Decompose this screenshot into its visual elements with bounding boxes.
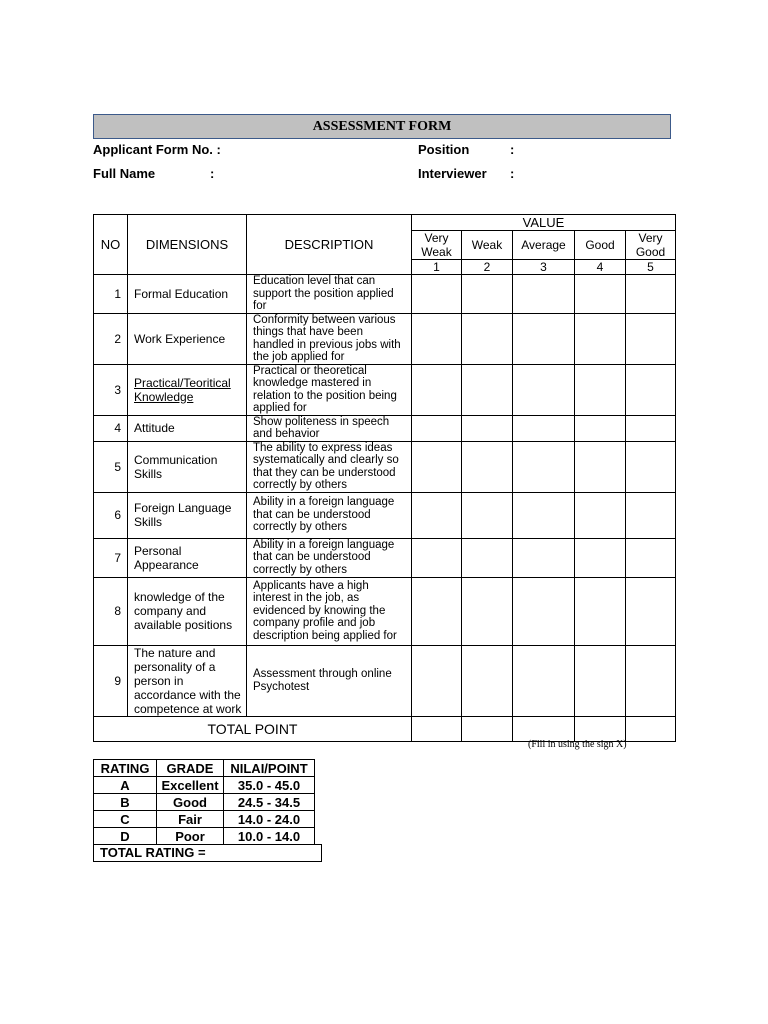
rating-points: 35.0 - 45.0: [224, 777, 315, 794]
rating-header-row: [94, 760, 315, 777]
score-cell[interactable]: [462, 492, 513, 538]
row-dimension: knowledge of the company and available positions: [128, 577, 247, 645]
rating-letter: B: [94, 794, 157, 811]
row-dimension: Attitude: [128, 415, 247, 441]
rating-grade: Fair: [157, 811, 224, 828]
score-cell[interactable]: [575, 441, 626, 492]
header-scale-4: 4: [575, 260, 626, 275]
full-name-colon: :: [210, 166, 215, 181]
table-row: [94, 364, 676, 415]
score-cell[interactable]: [462, 645, 513, 716]
table-row: [94, 415, 676, 441]
rating-points: 10.0 - 14.0: [224, 828, 315, 845]
score-cell[interactable]: [412, 577, 462, 645]
rating-letter: C: [94, 811, 157, 828]
rating-row: [94, 811, 315, 828]
score-cell[interactable]: [513, 577, 575, 645]
position-colon: :: [510, 142, 515, 157]
form-title: ASSESSMENT FORM: [93, 114, 671, 139]
rating-table: [93, 759, 315, 845]
header-very-good: Very Good: [626, 231, 676, 260]
score-cell[interactable]: [462, 313, 513, 364]
score-cell[interactable]: [575, 313, 626, 364]
header-no: NO: [94, 215, 128, 275]
rating-grade: Excellent: [157, 777, 224, 794]
rating-grade: Good: [157, 794, 224, 811]
header-value: VALUE: [412, 215, 676, 231]
score-cell[interactable]: [575, 492, 626, 538]
score-cell[interactable]: [626, 577, 676, 645]
table-row: [94, 492, 676, 538]
row-no: 9: [94, 645, 128, 716]
score-cell[interactable]: [513, 441, 575, 492]
header-dimensions: DIMENSIONS: [128, 215, 247, 275]
rating-grade: Poor: [157, 828, 224, 845]
header-good: Good: [575, 231, 626, 260]
row-no: 6: [94, 492, 128, 538]
score-cell[interactable]: [626, 492, 676, 538]
row-no: 5: [94, 441, 128, 492]
total-point-label: TOTAL POINT: [94, 716, 412, 741]
score-cell[interactable]: [513, 645, 575, 716]
row-description: The ability to express ideas systematically and clearly so that they can be understood correctly by others: [247, 441, 412, 492]
score-cell[interactable]: [626, 313, 676, 364]
score-cell[interactable]: [513, 364, 575, 415]
point-header: NILAI/POINT: [224, 760, 315, 777]
score-cell[interactable]: [575, 577, 626, 645]
header-average: Average: [513, 231, 575, 260]
score-cell[interactable]: [412, 364, 462, 415]
score-cell[interactable]: [412, 538, 462, 577]
rating-header: RATING: [94, 760, 157, 777]
total-rating-field[interactable]: TOTAL RATING =: [93, 844, 322, 862]
score-cell[interactable]: [462, 441, 513, 492]
interviewer-label: Interviewer: [418, 166, 487, 181]
header-scale-3: 3: [513, 260, 575, 275]
row-dimension: Personal Appearance: [128, 538, 247, 577]
rating-points: 14.0 - 24.0: [224, 811, 315, 828]
row-no: 2: [94, 313, 128, 364]
score-cell[interactable]: [412, 645, 462, 716]
rating-letter: A: [94, 777, 157, 794]
position-label: Position: [418, 142, 470, 157]
row-dimension-text: Practical/Teoritical Knowledge: [134, 375, 231, 404]
rating-letter: D: [94, 828, 157, 845]
fill-note: (Fill in using the sign X): [528, 739, 627, 750]
table-row: [94, 313, 676, 364]
score-cell[interactable]: [513, 492, 575, 538]
score-cell[interactable]: [412, 313, 462, 364]
table-row: [94, 275, 676, 314]
score-cell[interactable]: [462, 364, 513, 415]
score-cell[interactable]: [412, 275, 462, 314]
row-description: Applicants have a high interest in the job, as evidenced by knowing the company profile and job description being applied for: [247, 577, 412, 645]
score-cell[interactable]: [575, 415, 626, 441]
header-scale-1: 1: [412, 260, 462, 275]
row-description: Show politeness in speech and behavior: [247, 415, 412, 441]
table-row: [94, 577, 676, 645]
total-cell[interactable]: [412, 716, 462, 741]
score-cell[interactable]: [626, 645, 676, 716]
score-cell[interactable]: [575, 645, 626, 716]
score-cell[interactable]: [626, 364, 676, 415]
score-cell[interactable]: [575, 538, 626, 577]
assessment-table: [93, 214, 676, 742]
rating-row: [94, 794, 315, 811]
score-cell[interactable]: [626, 538, 676, 577]
applicant-form-no-label: Applicant Form No. :: [93, 142, 221, 157]
header-scale-2: 2: [462, 260, 513, 275]
rating-row: [94, 828, 315, 845]
full-name-label: Full Name: [93, 166, 156, 181]
row-no: 1: [94, 275, 128, 314]
header-scale-5: 5: [626, 260, 676, 275]
score-cell[interactable]: [412, 415, 462, 441]
score-cell[interactable]: [462, 538, 513, 577]
table-row: [94, 441, 676, 492]
score-cell[interactable]: [513, 313, 575, 364]
score-cell[interactable]: [513, 415, 575, 441]
table-row: [94, 538, 676, 577]
score-cell[interactable]: [462, 275, 513, 314]
row-dimension: Formal Education: [128, 275, 247, 314]
row-description: Practical or theoretical knowledge mastered in relation to the position being applied for: [247, 364, 412, 415]
header-weak: Weak: [462, 231, 513, 260]
score-cell[interactable]: [412, 441, 462, 492]
header-description: DESCRIPTION: [247, 215, 412, 275]
score-cell[interactable]: [626, 415, 676, 441]
grade-header: GRADE: [157, 760, 224, 777]
score-cell[interactable]: [513, 275, 575, 314]
header-very-weak: Very Weak: [412, 231, 462, 260]
score-cell[interactable]: [626, 275, 676, 314]
total-cell[interactable]: [513, 716, 575, 741]
row-description: Ability in a foreign language that can be understood correctly by others: [247, 492, 412, 538]
row-dimension: [128, 364, 247, 415]
total-cell[interactable]: [626, 716, 676, 741]
total-cell[interactable]: [575, 716, 626, 741]
score-cell[interactable]: [513, 538, 575, 577]
row-description: Education level that can support the position applied for: [247, 275, 412, 314]
row-no: 4: [94, 415, 128, 441]
row-dimension: Work Experience: [128, 313, 247, 364]
score-cell[interactable]: [626, 441, 676, 492]
total-point-row: [94, 716, 676, 741]
total-cell[interactable]: [462, 716, 513, 741]
row-dimension: Communication Skills: [128, 441, 247, 492]
table-row: [94, 645, 676, 716]
rating-row: [94, 777, 315, 794]
row-description: Ability in a foreign language that can be understood correctly by others: [247, 538, 412, 577]
row-no: 7: [94, 538, 128, 577]
row-description: Assessment through online Psychotest: [247, 645, 412, 716]
score-cell[interactable]: [462, 577, 513, 645]
row-no: 3: [94, 364, 128, 415]
score-cell[interactable]: [575, 364, 626, 415]
interviewer-colon: :: [510, 166, 515, 181]
score-cell[interactable]: [412, 492, 462, 538]
row-dimension: Foreign Language Skills: [128, 492, 247, 538]
row-no: 8: [94, 577, 128, 645]
row-dimension: The nature and personality of a person in accordance with the competence at work: [128, 645, 247, 716]
rating-points: 24.5 - 34.5: [224, 794, 315, 811]
row-description: Conformity between various things that have been handled in previous jobs with the job applied for: [247, 313, 412, 364]
score-cell[interactable]: [575, 275, 626, 314]
score-cell[interactable]: [462, 415, 513, 441]
